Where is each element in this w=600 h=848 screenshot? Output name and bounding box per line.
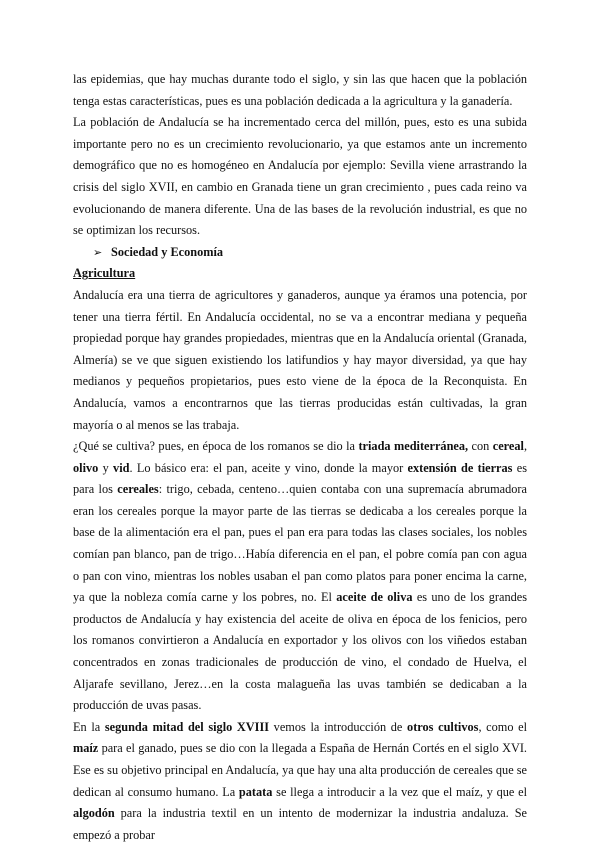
bold-term: segunda mitad del siglo XVIII [104, 719, 270, 734]
bold-term: otros cultivos [407, 719, 479, 734]
paragraph-epidemias: las epidemias, que hay muchas durante todo el siglo, y sin las que hacen que la población tenga estas características, pues es una población dedicada a la agricultura y la ganadería. [73, 72, 527, 108]
bold-term: cereal [492, 439, 524, 454]
bold-term: extensión de tierras [407, 460, 513, 475]
bold-term: algodón [73, 806, 115, 821]
bold-term: aceite de oliva [336, 590, 413, 605]
bold-term: cereales [117, 482, 159, 497]
paragraph-poblacion: La población de Andalucía se ha incrementado cerca del millón, pues, esto es una subida importante pero no es un crecimiento revolucionario, ya que estamos ante un incremento demográfico que no es homogéneo en Andalucía por ejemplo: Sevilla viene arrastrando la crisis del siglo XVII, en cambio en Granada tiene un gran crecimiento , pues cada reino va evolucionando de manera diferente. Una de las bases de la revolución industrial, es que no se optimizan los recursos. [73, 115, 527, 238]
section-title: Sociedad y Economía [111, 244, 224, 259]
paragraph-tierra: Andalucía era una tierra de agricultores y ganaderos, aunque ya éramos una potencia, por tener una tierra fértil. En Andalucía occidental, no se va a encontrar mediana y pequeña propiedad porque hay grandes propiedades, mientras que en la Andalucía oriental (Granada, Almería) se ve que siguen existiendo los latifundios y hay mayor diversidad, ya que hay medianos y pequeños propietarios, pues esto viene de la época de la Reconquista. En Andalucía, vamos a encontrarnos que las tierras producidas están cultivadas, la gran mayoría o al menos se las trabaja. [73, 287, 527, 432]
bold-term: vid [113, 460, 130, 475]
bold-term: patata [238, 784, 273, 799]
bold-term: olivo [73, 460, 99, 475]
bold-term: triada mediterránea, [358, 439, 469, 454]
paragraph-otros-cultivos: En la segunda mitad del siglo XVIII vemos la introducción de otros cultivos, como el maíz para el ganado, pues se dio con la llegada a España de Hernán Cortés en el siglo XVI. Ese es su objetivo principal en Andalucía, ya que hay una alta producción de cereales que se dedican al consumo humano. La patata se llega a introducir a la vez que el maíz, y que el algodón para la industria textil en un intento de modernizar la industria andaluza. Se empezó a probar [73, 719, 528, 842]
arrow-right-icon: ➢ [93, 245, 103, 259]
bold-term: maíz [73, 741, 99, 756]
section-heading [93, 242, 527, 264]
subsection-title: Agricultura [73, 266, 136, 281]
paragraph-cultivos: ¿Qué se cultiva? pues, en época de los romanos se dio la triada mediterránea, con cereal, olivo y vid. Lo básico era: el pan, aceite y vino, donde la mayor extensión de tierras es para los cereales: trigo, cebada, centeno…quien contaba con una supremacía abrumadora eran los cereales porque la mayor parte de las tierras se dedicaba a los cereales porque la base de la alimentación era el pan, pues el pan era para todas las clases sociales, los nobles comían pan blanco, pan de trigo…Había diferencia en el pan, el pobre comía pan con agua o pan con vino, mientras los nobles usaban el pan como platos para poner encima la carne, ya que la nobleza comía carne y los pobres, no. El aceite de oliva es uno de los grandes productos de Andalucía y hay existencia del aceite de oliva en época de los fenicios, pero los romanos convirtieron a Andalucía en exportador y los olivos con los viñedos estaban concentrados en zonas tradicionales de producción de vino, el condado de Huelva, el Aljarafe sevillano, Jerez…en la costa malagueña las uvas también se dedicaban a la producción de uvas pasas. [73, 439, 528, 713]
